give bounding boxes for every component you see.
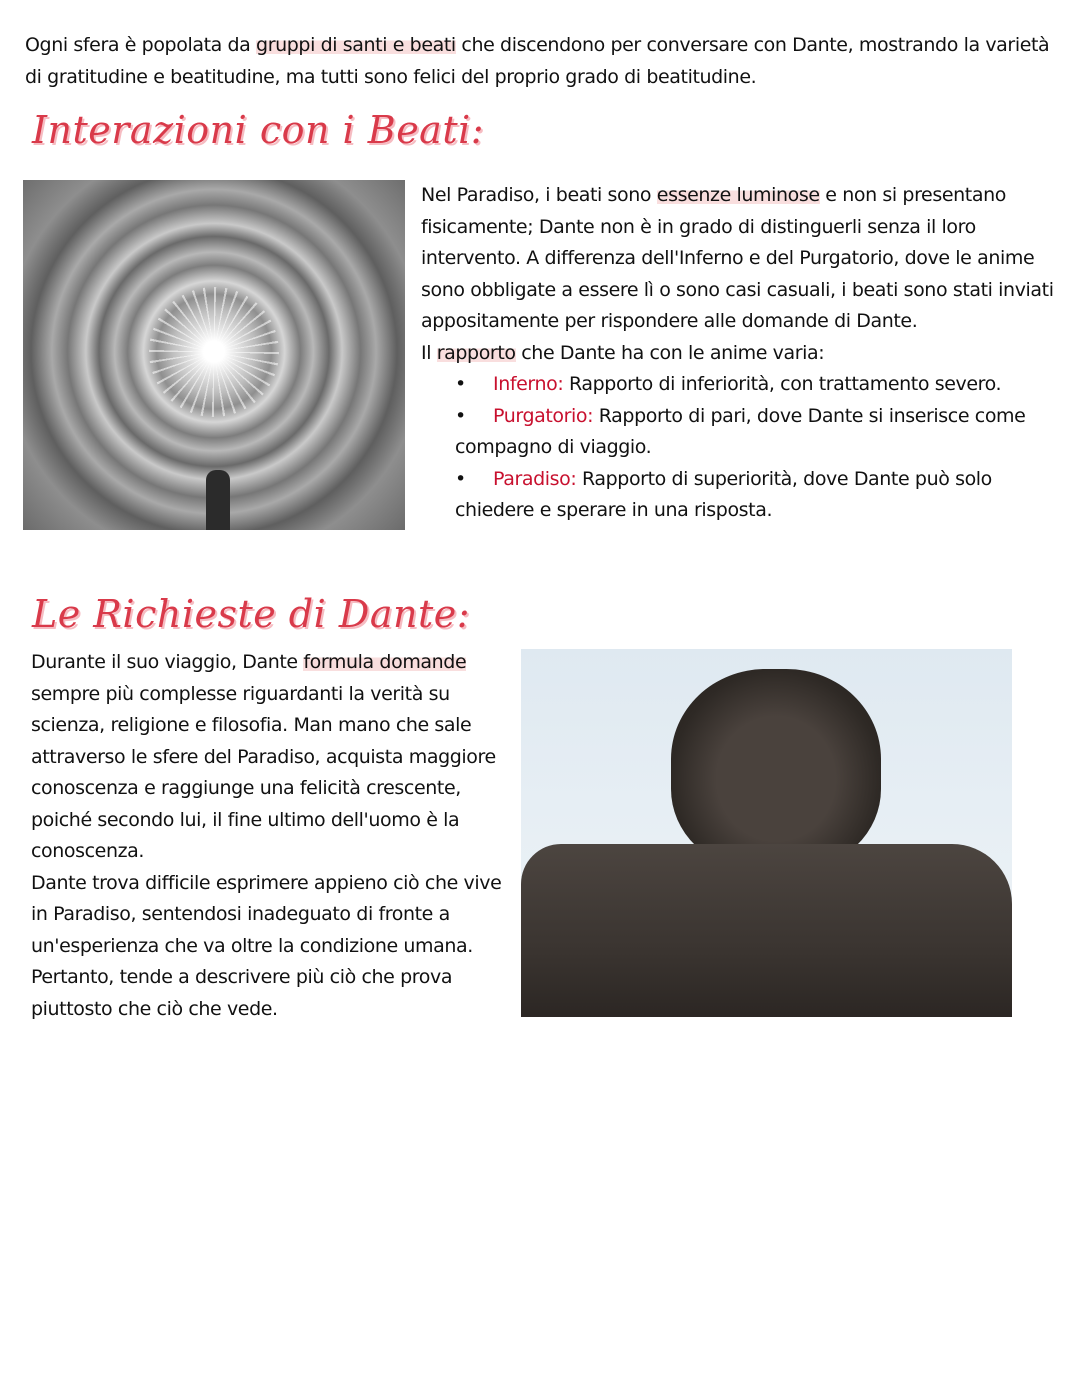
term-purgatorio: Purgatorio: <box>493 404 594 427</box>
p1-highlight: essenze luminose <box>656 184 820 206</box>
term-paradiso: Paradiso: <box>493 467 577 490</box>
term-inferno: Inferno: <box>493 373 564 395</box>
bullet-icon: • <box>455 467 466 490</box>
s2-p1-before: Durante il suo viaggio, Dante <box>31 651 304 673</box>
list-item-paradiso <box>421 464 1061 527</box>
section-heading-interazioni: Interazioni con i Beati: <box>32 108 485 152</box>
section-heading-richieste: Le Richieste di Dante: <box>32 592 471 636</box>
relationship-list <box>421 369 1061 527</box>
intro-text-before: Ogni sfera è popolata da <box>25 34 257 56</box>
s2-p1-after: sempre più complesse riguardanti la verità su scienza, religione e filosofia. Man mano che sale attraverso le sfere del Paradiso, acquista maggiore conoscenza e raggiunge una felicità crescente, poiché secondo lui, il fine ultimo dell'uomo è la conoscenza. <box>31 682 496 862</box>
divine-light-rays <box>149 287 279 417</box>
dante-statue-photo <box>521 649 1012 1017</box>
section2-body <box>31 647 511 1025</box>
p2-before: Il <box>421 341 437 364</box>
statue-robe <box>521 844 1012 1017</box>
section1-body <box>421 180 1061 527</box>
list-item-inferno <box>421 369 1061 401</box>
s2-p1-highlight: formula domande <box>303 651 467 673</box>
dante-beatrice-figures <box>206 470 230 530</box>
intro-text-after: che discendono per conversare con Dante, mostrando la varietà di gratitudine e beatitudine, ma tutti sono felici del proprio grado di beatitudine. <box>25 34 1050 88</box>
desc-purgatorio: Rapporto di pari, dove Dante si inserisce come compagno di viaggio. <box>455 404 1026 458</box>
paradiso-rose-illustration <box>23 180 405 530</box>
bullet-icon: • <box>455 373 466 395</box>
section2-paragraph-2: Dante trova difficile esprimere appieno ciò che vive in Paradiso, sentendosi inadeguato di fronte a un'esperienza che va oltre la condizione umana. Pertanto, tende a descrivere più ciò che prova piuttosto che ciò che vede. <box>31 871 502 1020</box>
desc-paradiso: Rapporto di superiorità, dove Dante può solo chiedere e sperare in una risposta. <box>455 467 992 521</box>
p1-after: e non si presentano fisicamente; Dante non è in grado di distinguerli senza il loro intervento. A differenza dell'Inferno e del Purgatorio, dove le anime sono obbligate a essere lì o sono casi casuali, i beati sono stati inviati appositamente per rispondere alle domande di Dante. <box>421 184 1054 332</box>
bullet-icon: • <box>455 404 466 427</box>
list-item-purgatorio <box>421 401 1061 464</box>
intro-highlight: gruppi di santi e beati <box>256 34 456 56</box>
p1-before: Nel Paradiso, i beati sono <box>421 184 657 206</box>
p2-highlight: rapporto <box>436 341 516 364</box>
section2-paragraph-1 <box>31 647 511 868</box>
section1-paragraph-1 <box>421 180 1061 338</box>
statue-head <box>671 669 881 869</box>
p2-after: che Dante ha con le anime varia: <box>515 341 825 364</box>
intro-paragraph <box>25 30 1060 93</box>
desc-inferno: Rapporto di inferiorità, con trattamento severo. <box>563 373 1002 395</box>
section1-paragraph-2 <box>421 338 1061 370</box>
